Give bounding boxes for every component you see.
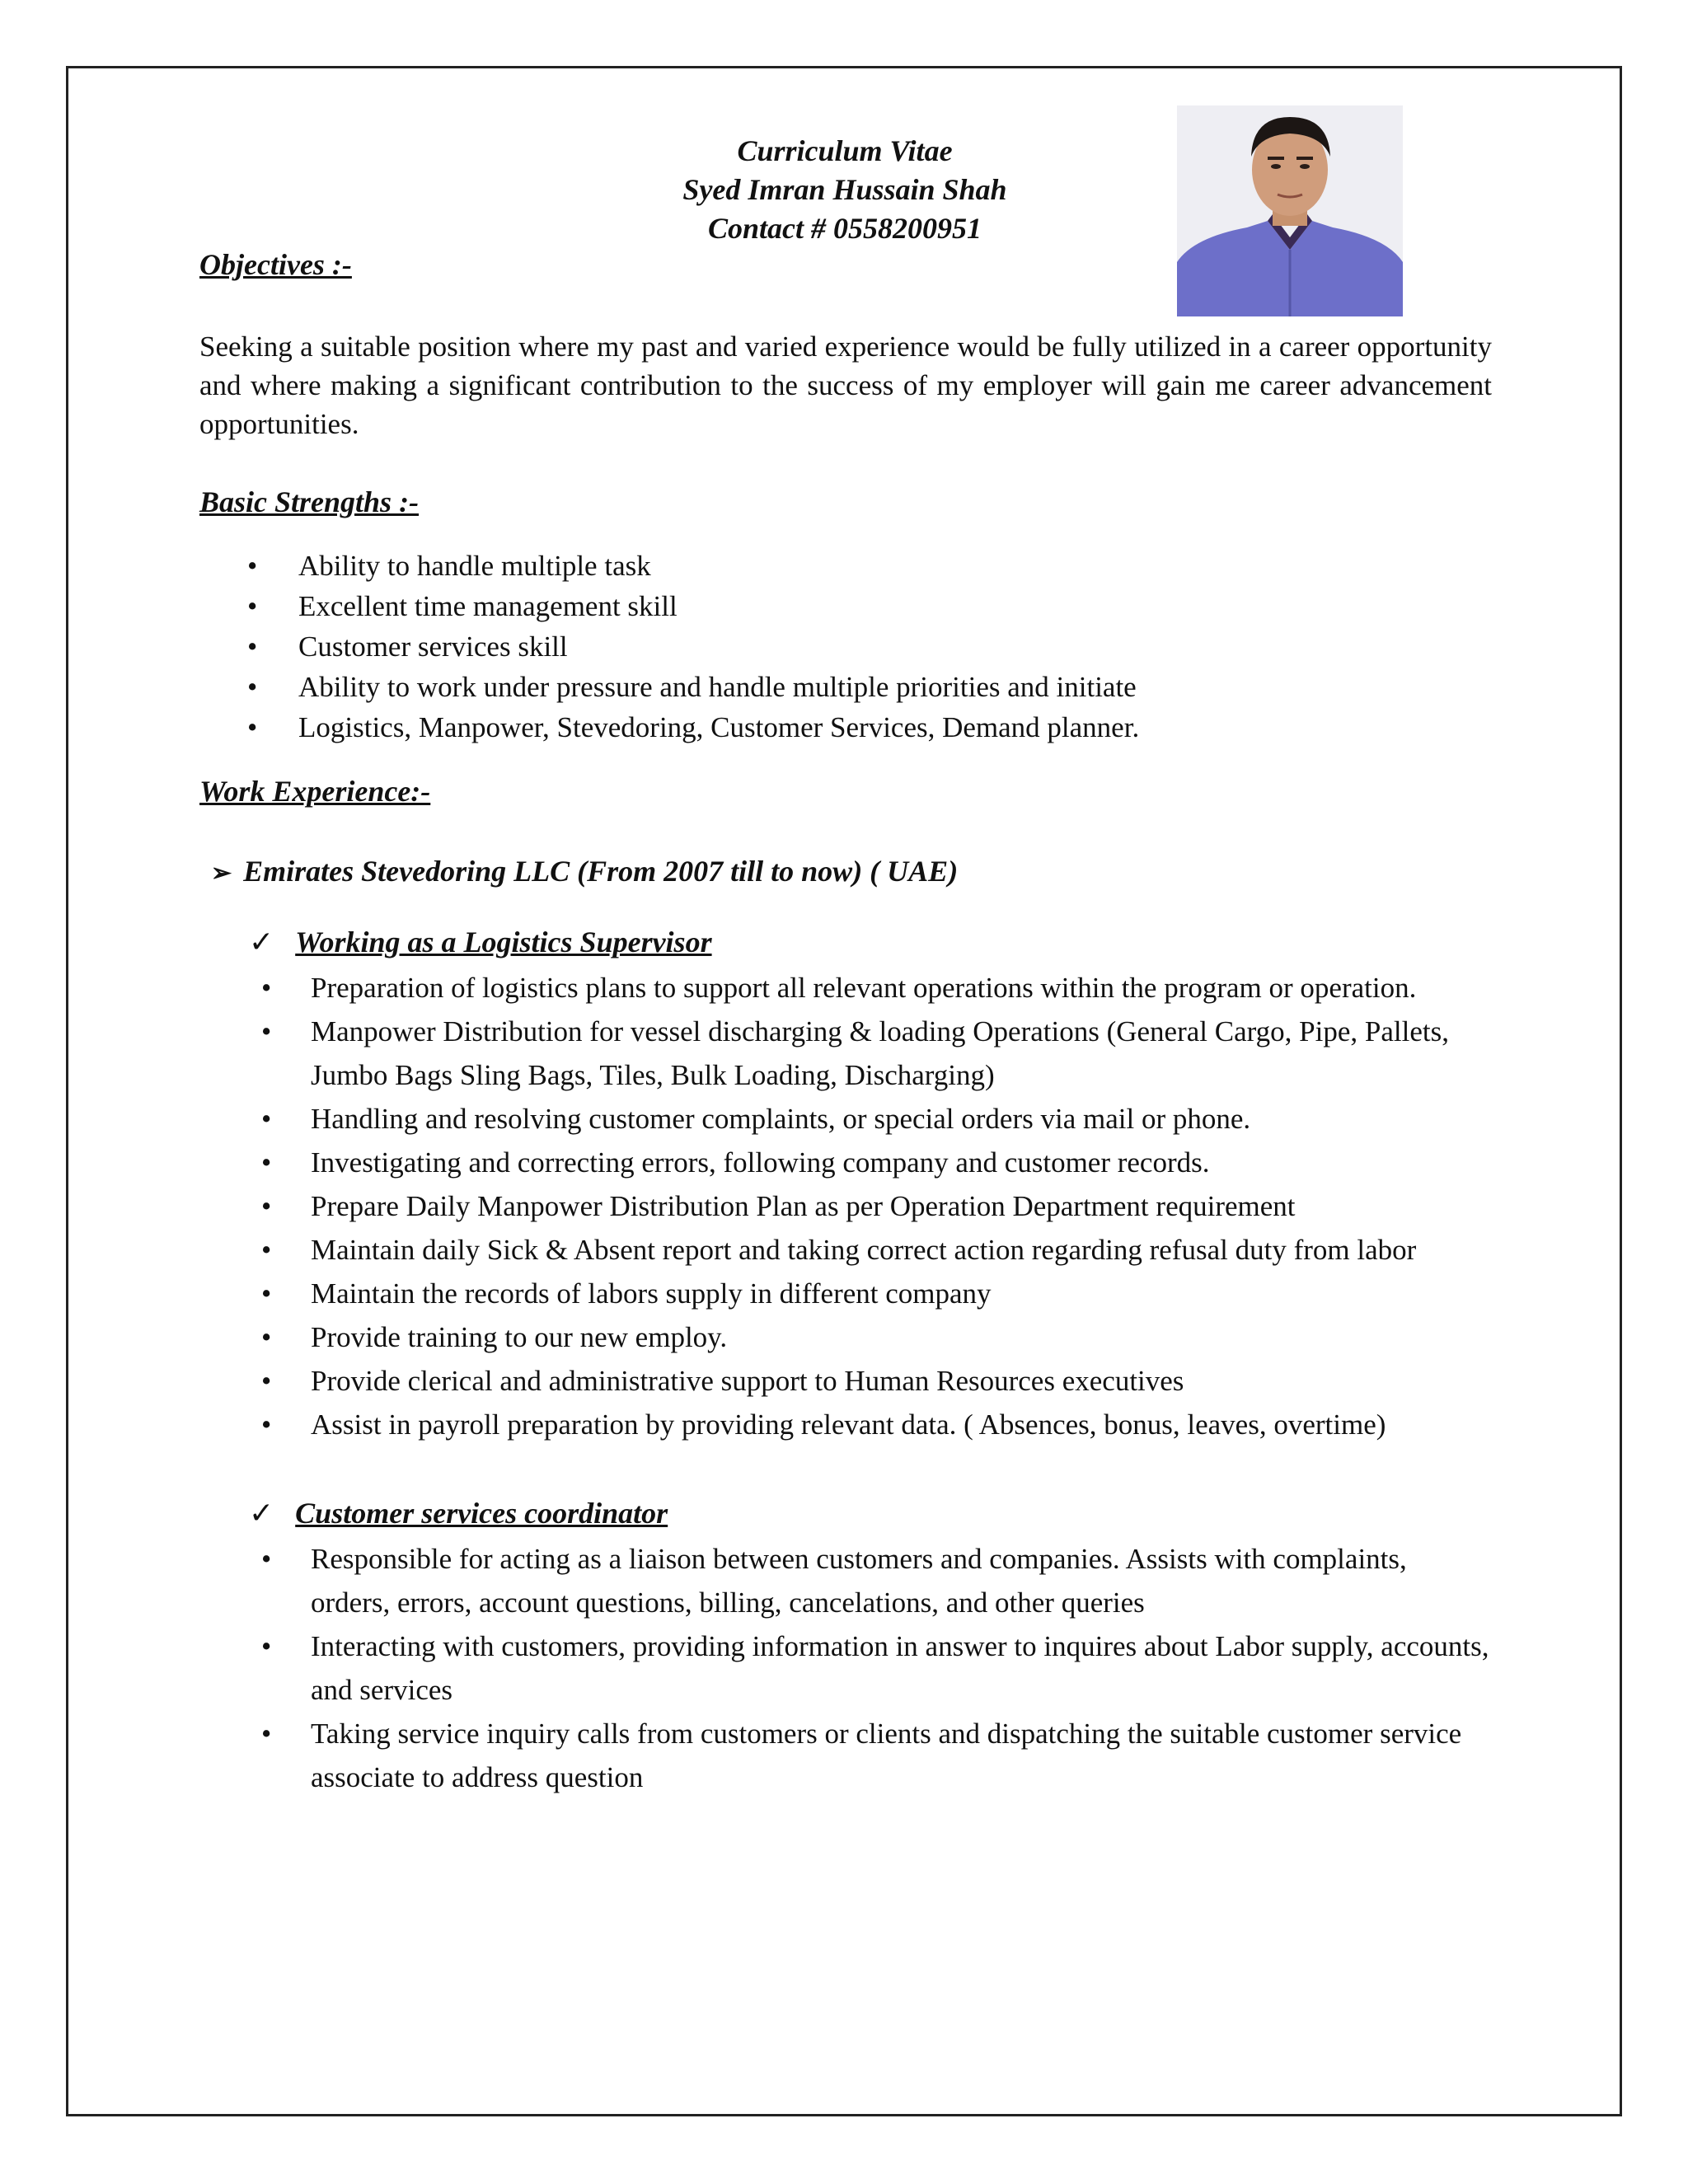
list-item: • Responsible for acting as a liaison between customers and companies. Assists with complaints, orders, errors, account questions, billing, cancelations, and other queries — [199, 1537, 1492, 1624]
list-item: • Customer services skill — [199, 626, 1492, 667]
work-experience-heading: Work Experience:- — [199, 775, 431, 808]
cv-header — [577, 132, 1113, 248]
bullet-icon: • — [261, 1321, 272, 1353]
list-item: • Preparation of logistics plans to support all relevant operations within the program or operation. — [199, 966, 1492, 1010]
contact-number: Contact # 0558200951 — [707, 212, 982, 245]
list-item: • Maintain the records of labors supply in different company — [199, 1272, 1492, 1315]
duties-list — [199, 1537, 1492, 1799]
checkmark-icon: ✓ — [249, 926, 274, 958]
objectives-heading: Objectives :- — [199, 248, 352, 281]
list-item: • Taking service inquiry calls from customers or clients and dispatching the suitable customer service associate to address question — [199, 1712, 1492, 1799]
bullet-icon: • — [247, 671, 258, 703]
bullet-icon: • — [261, 1718, 272, 1750]
role-heading — [249, 1496, 1492, 1530]
list-item: • Manpower Distribution for vessel discharging & loading Operations (General Cargo, Pipe, Pallets, Jumbo Bags Sling Bags, Tiles, Bulk Loading, Discharging) — [199, 1010, 1492, 1097]
bullet-icon: • — [261, 972, 272, 1004]
list-item: • Provide clerical and administrative support to Human Resources executives — [199, 1359, 1492, 1403]
cv-body — [199, 247, 1492, 1799]
checkmark-icon: ✓ — [249, 1497, 274, 1530]
strengths-heading: Basic Strengths :- — [199, 485, 420, 518]
role-title: Working as a Logistics Supervisor — [295, 926, 712, 958]
list-item: • Prepare Daily Manpower Distribution Plan as per Operation Department requirement — [199, 1184, 1492, 1228]
bullet-icon: • — [261, 1190, 272, 1222]
list-item: • Logistics, Manpower, Stevedoring, Customer Services, Demand planner. — [199, 707, 1492, 748]
arrow-bullet-icon: ➢ — [211, 860, 232, 887]
list-item: • Ability to handle multiple task — [199, 546, 1492, 586]
list-item: • Maintain daily Sick & Absent report and taking correct action regarding refusal duty from labor — [199, 1228, 1492, 1272]
bullet-icon: • — [261, 1234, 272, 1266]
list-item: • Assist in payroll preparation by providing relevant data. ( Absences, bonus, leaves, overtime) — [199, 1403, 1492, 1446]
list-item: • Investigating and correcting errors, following company and customer records. — [199, 1141, 1492, 1184]
list-item: • Handling and resolving customer complaints, or special orders via mail or phone. — [199, 1097, 1492, 1141]
bullet-icon: • — [247, 590, 258, 622]
list-item: • Interacting with customers, providing information in answer to inquires about Labor supply, accounts, and services — [199, 1624, 1492, 1712]
bullet-icon: • — [261, 1277, 272, 1310]
bullet-icon: • — [247, 711, 258, 743]
company-name: Emirates Stevedoring LLC (From 2007 till to now) ( UAE) — [243, 855, 959, 888]
strengths-list — [199, 546, 1492, 748]
bullet-icon: • — [261, 1630, 272, 1662]
list-item: • Provide training to our new employ. — [199, 1315, 1492, 1359]
list-item: • Excellent time management skill — [199, 586, 1492, 626]
company-entry — [211, 854, 1492, 888]
document-title: Curriculum Vitae — [737, 134, 953, 167]
candidate-name: Syed Imran Hussain Shah — [682, 173, 1007, 206]
list-item: • Ability to work under pressure and handle multiple priorities and initiate — [199, 667, 1492, 707]
bullet-icon: • — [247, 630, 258, 663]
bullet-icon: • — [261, 1146, 272, 1179]
objectives-text: Seeking a suitable position where my past and varied experience would be fully utilized in a career opportunity and where making a significant contribution to the success of my employer will gain me career advancement opportunities. — [199, 330, 1492, 440]
duties-list — [199, 966, 1492, 1446]
bullet-icon: • — [261, 1543, 272, 1575]
bullet-icon: • — [261, 1408, 272, 1441]
bullet-icon: • — [261, 1015, 272, 1047]
bullet-icon: • — [261, 1365, 272, 1397]
role-title: Customer services coordinator — [295, 1497, 668, 1530]
bullet-icon: • — [247, 550, 258, 582]
bullet-icon: • — [261, 1103, 272, 1135]
role-heading — [249, 925, 1492, 959]
